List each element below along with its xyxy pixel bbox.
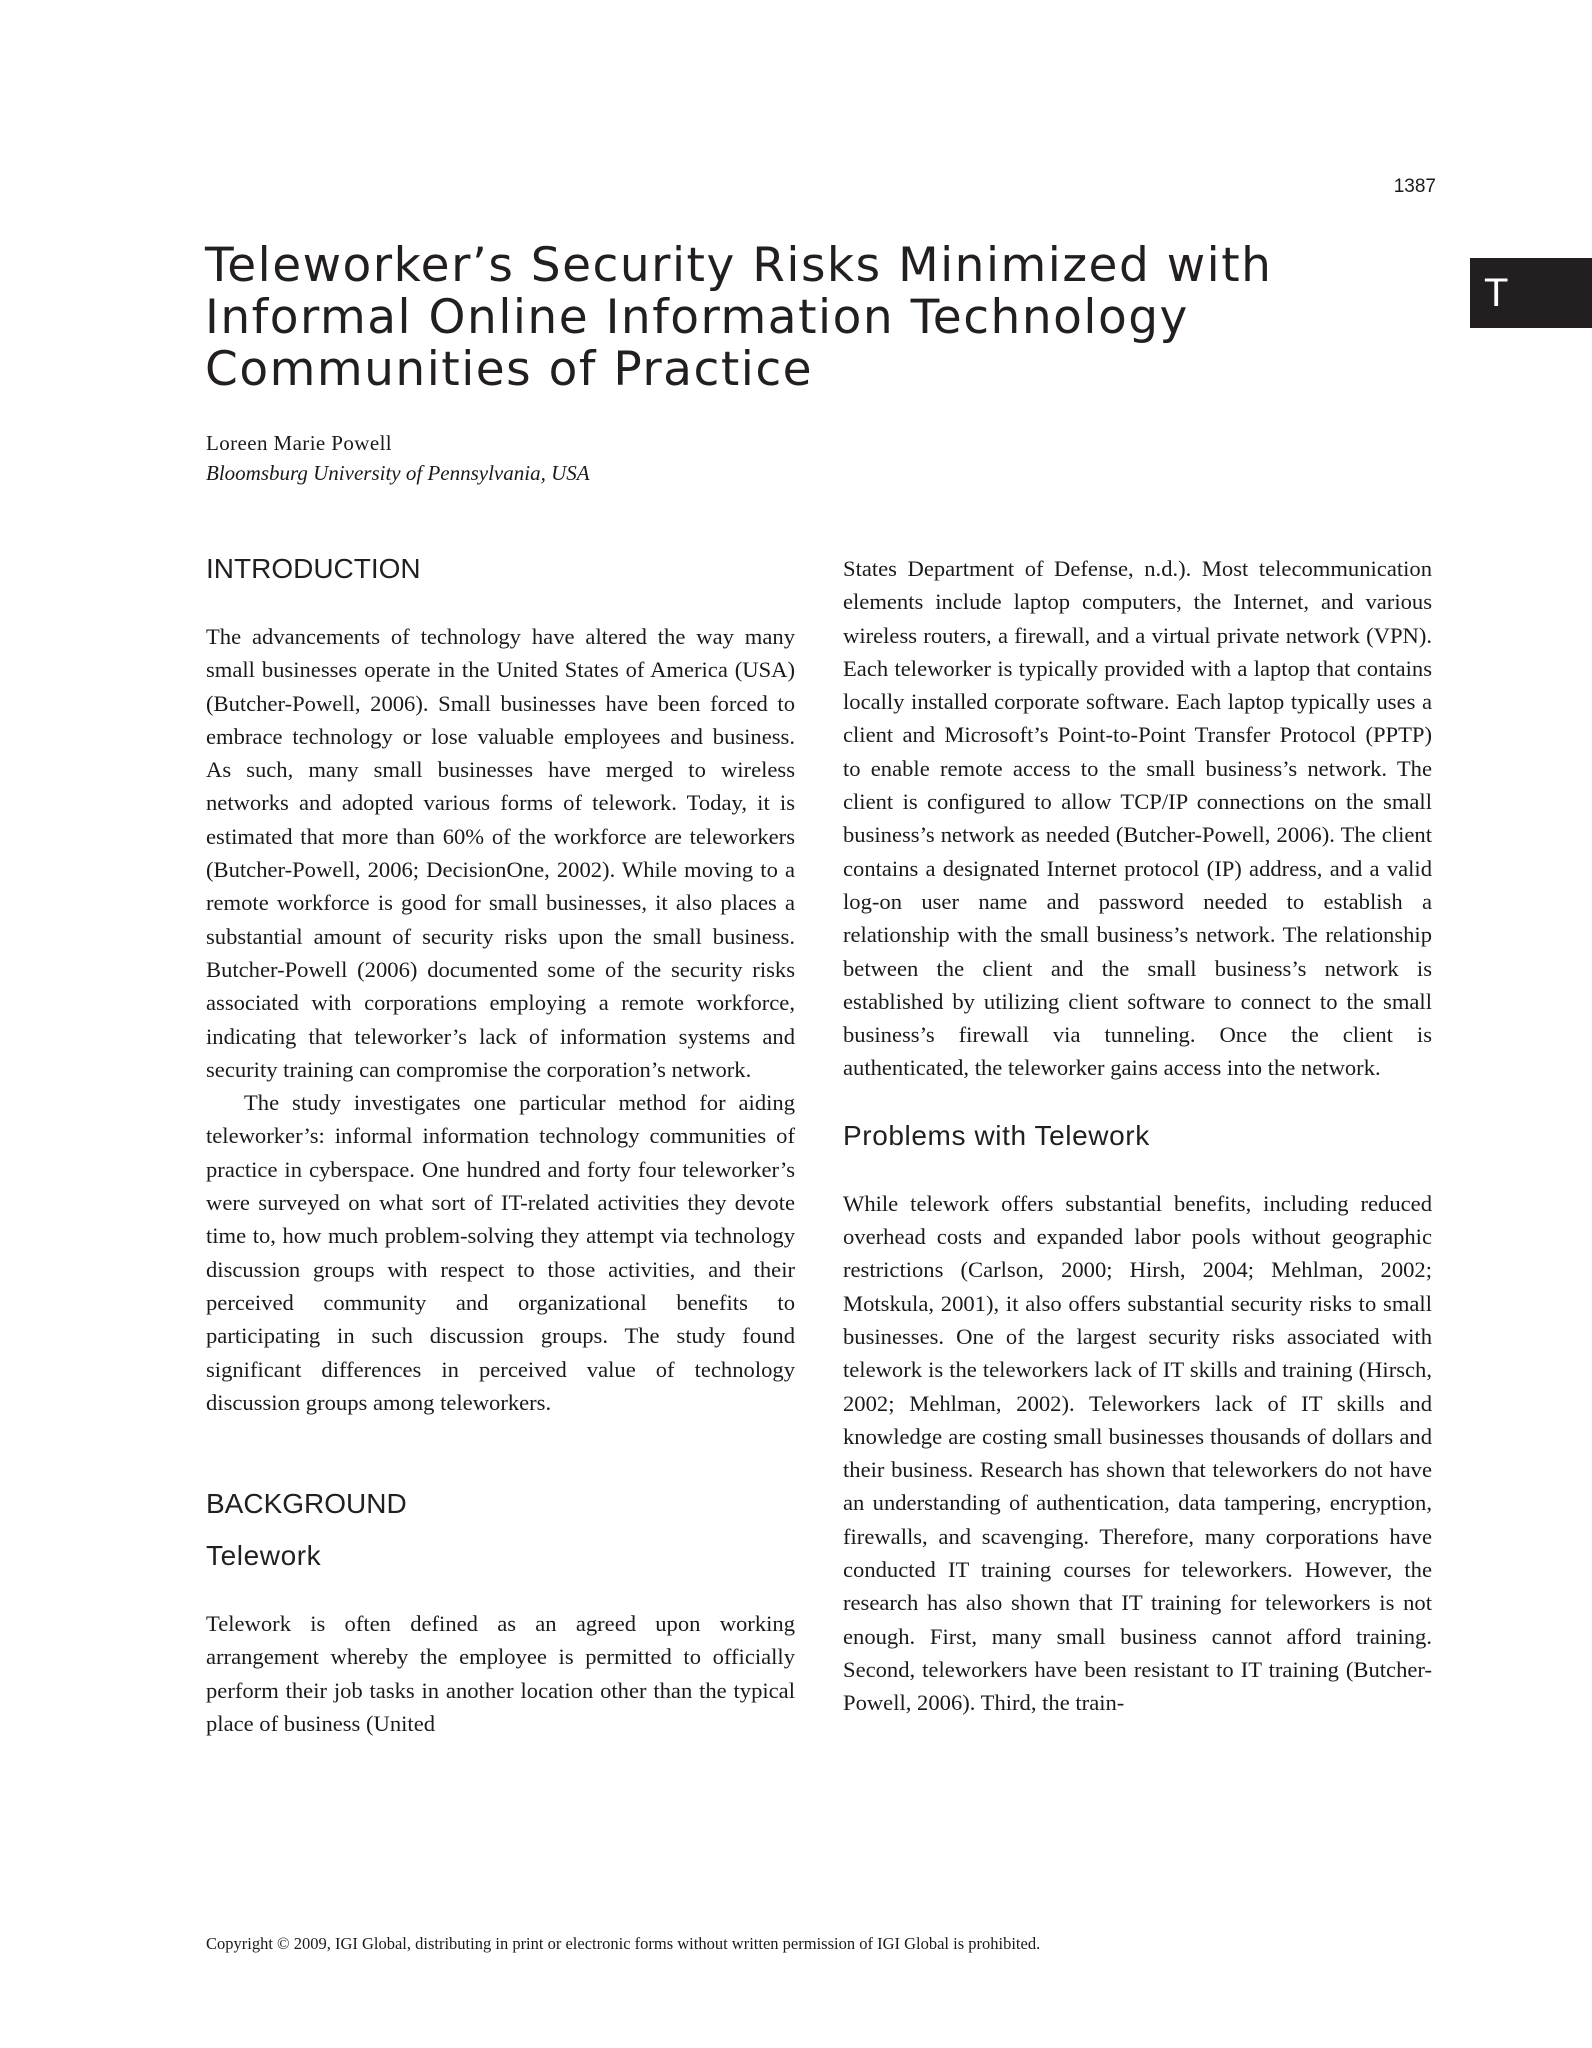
telework-paragraph: Telework is often defined as an agreed upon working arrangement whereby the employee is permitted to officially perform their job tasks in another location other than the typical place of business (United <box>206 1611 795 1737</box>
problems-heading: Problems with Telework <box>843 1119 1150 1151</box>
telework-heading: Telework <box>206 1540 322 1572</box>
background-heading: BACKGROUND <box>206 1488 407 1520</box>
author-name: Loreen Marie Powell <box>206 431 393 455</box>
author-block <box>206 428 590 488</box>
page-number: 1387 <box>1393 176 1436 197</box>
paper-title <box>205 240 1395 396</box>
copyright-footer: Copyright © 2009, IGI Global, distributing in print or electronic forms without written permission of IGI Global is prohibited. <box>206 1934 1041 1953</box>
title-line: Communities of Practice <box>205 342 814 397</box>
introduction-heading: INTRODUCTION <box>206 553 421 584</box>
intro-paragraph: The study investigates one particular method for aiding teleworker’s: informal information technology communities of practice in cyberspace. One hundred and forty four teleworker’s were surveyed on what sort of IT-related activities they devote time to, how much problem-solving they attempt via technology discussion groups with respect to those activities, and their perceived community and organizational benefits to participating in such discussion groups. The study found significant differences in perceived value of technology discussion groups among teleworkers. <box>206 1090 795 1415</box>
title-line: Teleworker’s Security Risks Minimized with <box>205 238 1273 293</box>
continuation-paragraph: States Department of Defense, n.d.). Most telecommunication elements include laptop computers, the Internet, and various wireless routers, a firewall, and a virtual private network (VPN). Each teleworker is typically provided with a laptop that contains locally installed corporate software. Each laptop typically uses a client and Microsoft’s Point-to-Point Transfer Protocol (PPTP) to enable remote access to the small business’s network. The client is configured to allow TCP/IP connections on the small business’s network as needed (Butcher-Powell, 2006). The client contains a designated Internet protocol (IP) address, and a valid log-on user name and password needed to establish a relationship with the small business’s network. The relationship between the client and the small business’s network is established by utilizing client software to connect to the small business’s firewall via tunneling. Once the client is authenticated, the teleworker gains access into the network. <box>843 556 1432 1081</box>
left-column <box>206 552 795 1740</box>
right-column <box>843 552 1432 1720</box>
section-tab: T <box>1470 258 1592 328</box>
problems-paragraph: While telework offers substantial benefits, including reduced overhead costs and expanded labor pools without geographic restrictions (Carlson, 2000; Hirsh, 2004; Mehlman, 2002; Motskula, 2001), it also offers substantial security risks to small businesses. One of the largest security risks associated with telework is the teleworkers lack of IT skills and training (Hirsch, 2002; Mehlman, 2002). Teleworkers lack of IT skills and knowledge are costing small businesses thousands of dollars and their business. Research has shown that teleworkers do not have an understanding of authentication, data tampering, encryption, firewalls, and scavenging. Therefore, many corporations have conducted IT training courses for teleworkers. However, the research has also shown that IT training for teleworkers is not enough. First, many small business cannot afford training. Second, teleworkers have been resistant to IT training (Butcher-Powell, 2006). Third, the train- <box>843 1190 1432 1716</box>
author-affiliation: Bloomsburg University of Pennsylvania, USA <box>206 461 590 485</box>
title-line: Informal Online Information Technology <box>205 290 1189 345</box>
intro-paragraph: The advancements of technology have altered the way many small businesses operate in the United States of America (USA) (Butcher-Powell, 2006). Small businesses have been forced to embrace technology or lose valuable employees and business. As such, many small businesses have merged to wireless networks and adopted various forms of telework. Today, it is estimated that more than 60% of the workforce are teleworkers (Butcher-Powell, 2006; DecisionOne, 2002). While moving to a remote workforce is good for small businesses, it also places a substantial amount of security risks upon the small business. Butcher-Powell (2006) documented some of the security risks associated with corporations employing a remote workforce, indicating that teleworker’s lack of information systems and security training can compromise the corporation’s network. <box>206 624 795 1082</box>
